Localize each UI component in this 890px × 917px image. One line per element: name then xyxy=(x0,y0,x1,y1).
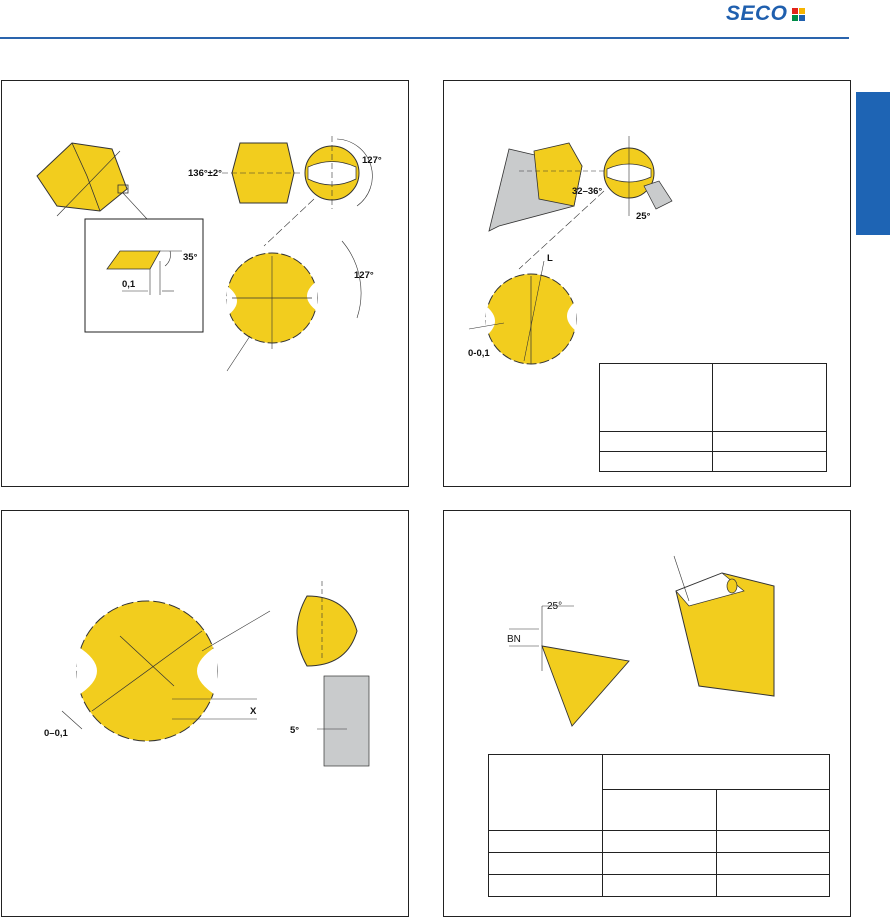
label-x: X xyxy=(250,706,257,717)
label-angle: 25° xyxy=(547,601,563,612)
label-chisel-angle-small: 127° xyxy=(362,155,382,166)
label-detail-angle: 35° xyxy=(183,252,198,263)
logo-text: SECO xyxy=(726,2,788,25)
header-rule xyxy=(0,37,849,39)
label-point-angle: 136°±2° xyxy=(188,168,222,179)
label-web-dim: 0-0,1 xyxy=(468,348,490,359)
panel-web-thinning xyxy=(1,510,409,917)
label-bn: BN xyxy=(507,634,521,645)
diagram-point-angle xyxy=(2,81,408,486)
diagram-web-thinning xyxy=(2,511,408,916)
logo-color-grid xyxy=(792,8,805,21)
label-angle: 5° xyxy=(290,725,300,736)
panel-point-angle xyxy=(1,80,409,487)
label-clearance-angle: 25° xyxy=(636,211,651,222)
label-gash-angle: 32–36° xyxy=(572,186,603,197)
spec-table-top xyxy=(599,363,827,472)
label-chisel-angle-large: 127° xyxy=(354,270,374,281)
label-land: L xyxy=(547,253,553,264)
label-web-dim: 0–0,1 xyxy=(44,728,68,739)
spec-table-bottom xyxy=(488,754,830,897)
panel-chamfer xyxy=(443,510,851,917)
label-detail-dim: 0,1 xyxy=(122,279,136,290)
panel-gash-angle xyxy=(443,80,851,487)
seco-logo xyxy=(726,3,805,25)
section-tab xyxy=(856,92,890,235)
